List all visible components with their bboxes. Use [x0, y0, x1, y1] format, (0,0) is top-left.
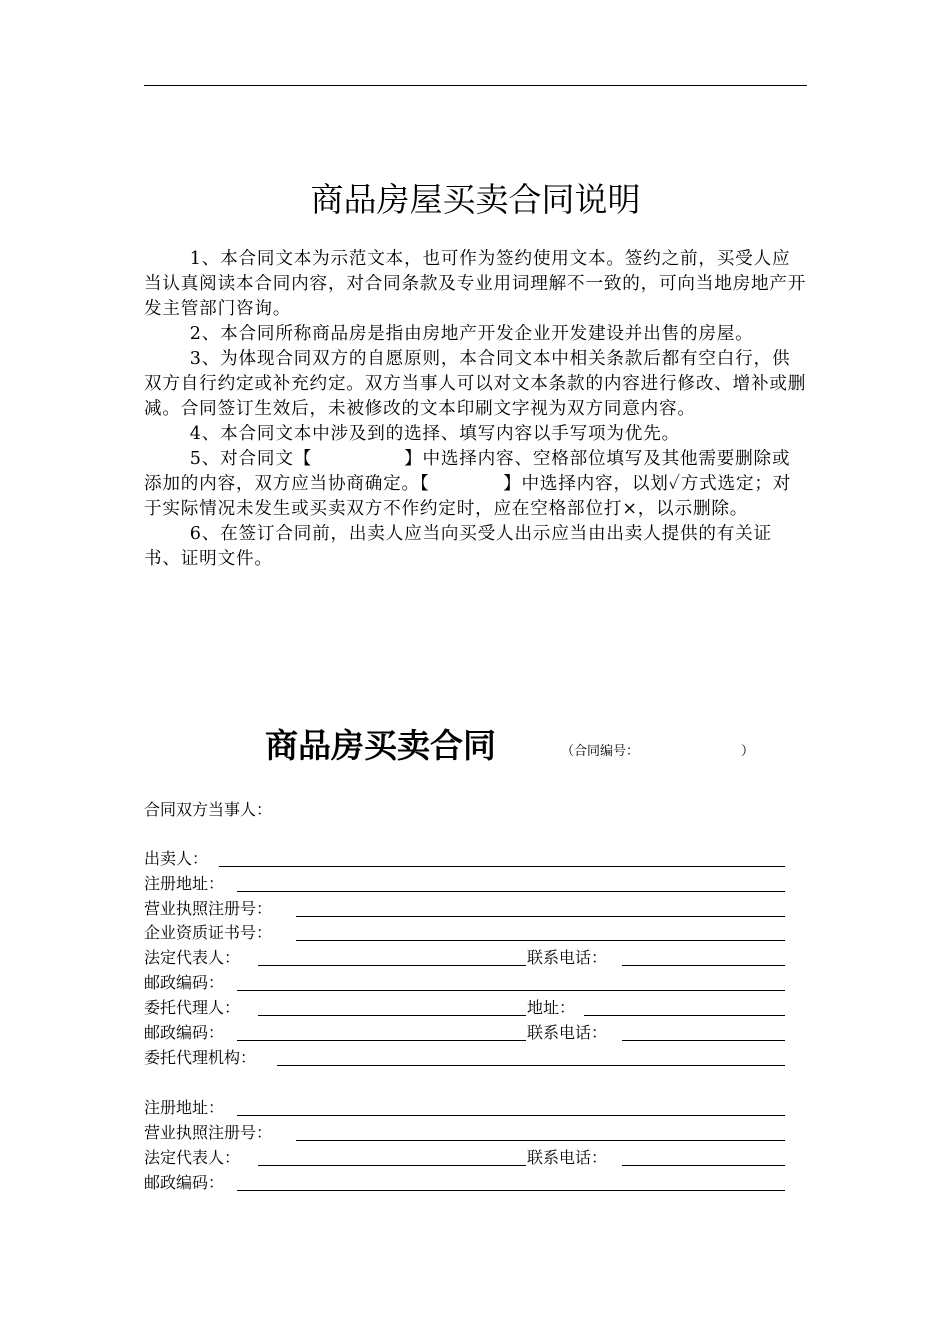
note-6: 6、在签订合同前，出卖人应当向买受人出示应当由出卖人提供的有关证书、证明文件。	[144, 524, 772, 569]
address-blank[interactable]	[584, 1015, 785, 1016]
agency-postcode-blank[interactable]	[237, 1190, 785, 1191]
field-label: 营业执照注册号：	[144, 1123, 273, 1142]
note-3: 3、为体现合同双方的自愿原则，本合同文本中相关条款后都有空白行，供双方自行约定或补充约定。双方当事人可以对文本条款的内容进行修改、增补或删减。合同签订生效后，未被修改的文本印刷文字视为双方同意内容。	[144, 349, 807, 419]
agent-blank[interactable]	[258, 1015, 526, 1016]
field-seller	[144, 847, 786, 871]
contract-header	[144, 722, 807, 772]
contract-number-close: ）	[741, 744, 755, 759]
field-agent	[144, 996, 786, 1020]
note-5: 5、对合同文【 】中选择内容、空格部位填写及其他需要删除或添加的内容，双方应当协商确定。【 】中选择内容，以划✓方式选定；对于实际情况未发生或买卖双方不作约定时，应在空格部位打×，以示删除。	[144, 449, 792, 519]
license-no-blank[interactable]	[296, 916, 785, 917]
parties-label: 合同双方当事人：	[144, 800, 273, 819]
postcode-blank[interactable]	[237, 990, 785, 991]
explanation-notes	[144, 247, 807, 572]
field-agency-legal-rep	[144, 1146, 786, 1170]
field-label: 委托代理人：	[144, 998, 241, 1017]
phone-2-blank[interactable]	[622, 1040, 785, 1041]
note-2: 2、本合同所称商品房是指由房地产开发企业开发建设并出售的房屋。	[189, 324, 754, 344]
agency-blank[interactable]	[277, 1065, 785, 1066]
field-label: 邮政编码：	[144, 1173, 225, 1192]
agency-phone-blank[interactable]	[622, 1165, 785, 1166]
seller-blank[interactable]	[219, 866, 785, 867]
field-label: 地址：	[527, 998, 576, 1017]
phone-blank[interactable]	[622, 965, 785, 966]
note-1: 1、本合同文本为示范文本，也可作为签约使用文本。签约之前，买受人应当认真阅读本合同内容，对合同条款及专业用词理解不一致的，可向当地房地产开发主管部门咨询。	[144, 249, 807, 319]
field-postcode	[144, 971, 786, 995]
field-label: 联系电话：	[527, 1148, 608, 1167]
field-label: 委托代理机构：	[144, 1048, 257, 1067]
header-rule	[144, 85, 807, 86]
field-agency-license-no	[144, 1121, 786, 1145]
field-qualification-no	[144, 921, 786, 945]
field-label: 注册地址：	[144, 874, 225, 893]
reg-address-blank[interactable]	[237, 891, 785, 892]
field-label: 营业执照注册号：	[144, 899, 273, 918]
field-agency	[144, 1046, 786, 1070]
note-4: 4、本合同文本中涉及到的选择、填写内容以手写项为优先。	[189, 424, 680, 444]
field-agency-reg-address	[144, 1096, 786, 1120]
field-label: 邮政编码：	[144, 1023, 225, 1042]
agency-reg-address-blank[interactable]	[237, 1115, 785, 1116]
agency-legal-rep-blank[interactable]	[258, 1165, 526, 1166]
field-label: 法定代表人：	[144, 1148, 241, 1167]
agency-license-no-blank[interactable]	[296, 1140, 785, 1141]
field-postcode-2	[144, 1021, 786, 1045]
field-label: 法定代表人：	[144, 948, 241, 967]
field-label: 注册地址：	[144, 1098, 225, 1117]
field-label: 联系电话：	[527, 948, 608, 967]
qualification-no-blank[interactable]	[296, 940, 785, 941]
field-license-no	[144, 897, 786, 921]
field-agency-postcode	[144, 1171, 786, 1195]
legal-rep-blank[interactable]	[258, 965, 526, 966]
explanation-title: 商品房屋买卖合同说明	[310, 180, 641, 219]
field-label: 邮政编码：	[144, 973, 225, 992]
field-label: 出卖人：	[144, 849, 209, 868]
contract-number-label: （合同编号：	[561, 744, 640, 759]
field-legal-rep	[144, 946, 786, 970]
contract-title: 商品房买卖合同	[265, 726, 496, 765]
field-label: 企业资质证书号：	[144, 923, 273, 942]
field-label: 联系电话：	[527, 1023, 608, 1042]
postcode-2-blank[interactable]	[237, 1040, 526, 1041]
field-reg-address	[144, 872, 786, 896]
